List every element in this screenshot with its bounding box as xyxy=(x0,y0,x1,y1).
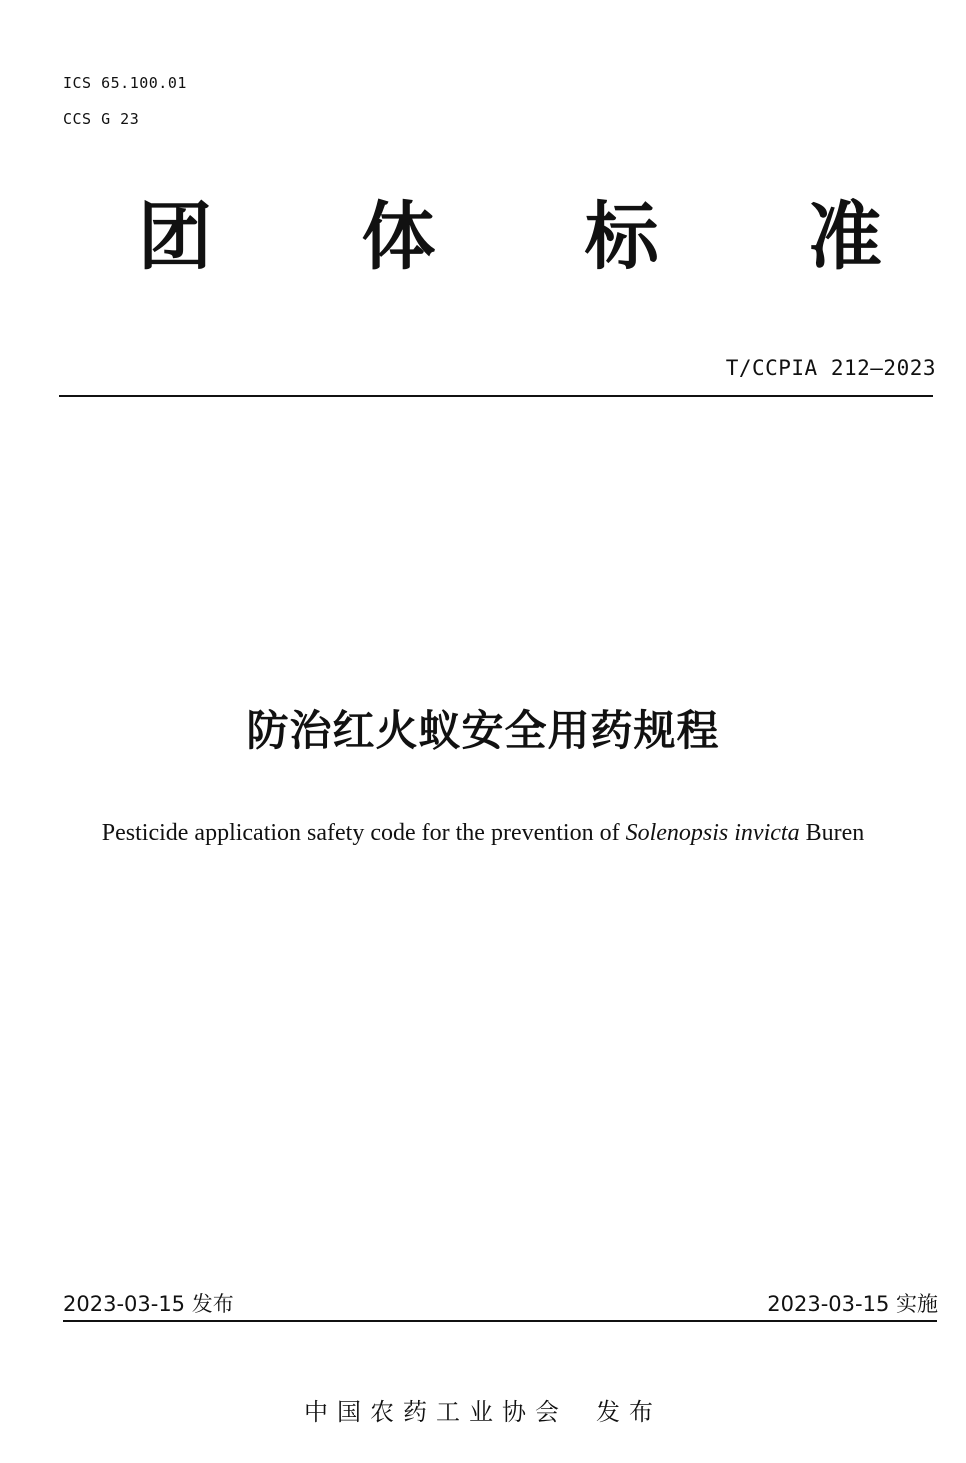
title-english xyxy=(0,820,966,847)
bottom-divider xyxy=(63,1320,937,1322)
standard-number: T/CCPIA 212—2023 xyxy=(725,356,936,380)
doc-type-char: 标 xyxy=(584,194,659,280)
document-type-heading xyxy=(120,194,900,280)
publisher-line xyxy=(0,1392,966,1427)
doc-type-char: 团 xyxy=(138,194,212,280)
species-name: Solenopsis invicta xyxy=(625,820,800,846)
publisher-action: 发布 xyxy=(596,1398,662,1426)
ics-code: ICS 65.100.01 xyxy=(63,74,187,92)
doc-type-char: 准 xyxy=(807,194,882,280)
issue-date: 2023-03-15 发布 xyxy=(63,1292,234,1316)
title-english-prefix: Pesticide application safety code for the prevention of xyxy=(101,820,626,846)
publisher-name: 中国农药工业协会 xyxy=(304,1398,568,1426)
implementation-date: 2023-03-15 实施 xyxy=(767,1292,938,1316)
top-divider xyxy=(59,395,933,397)
title-chinese: 防治红火蚁安全用药规程 xyxy=(246,706,720,755)
ccs-code: CCS G 23 xyxy=(63,110,140,128)
doc-type-char: 体 xyxy=(361,194,436,280)
title-english-suffix: Buren xyxy=(799,820,865,846)
